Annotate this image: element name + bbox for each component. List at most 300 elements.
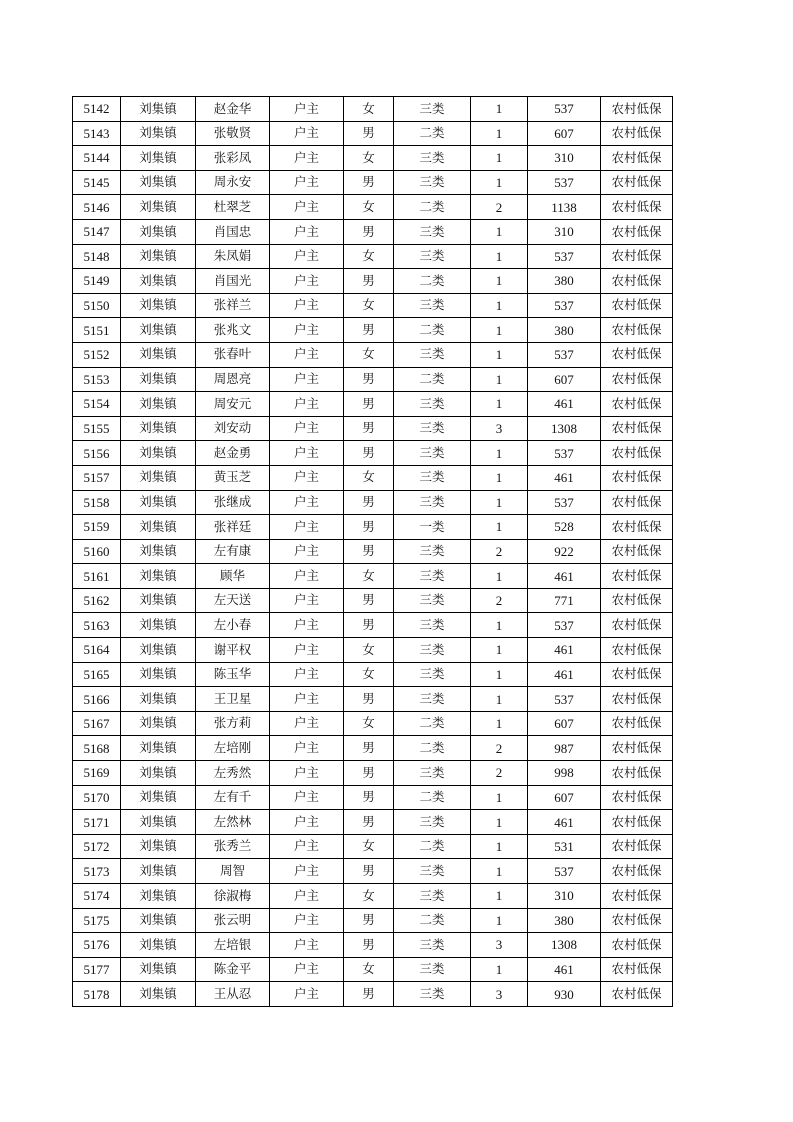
cell-amount: 461 — [528, 465, 601, 490]
cell-name: 张春叶 — [196, 342, 270, 367]
cell-township: 刘集镇 — [121, 613, 196, 638]
cell-serial-no: 5166 — [73, 687, 121, 712]
cell-gender: 男 — [344, 539, 394, 564]
cell-category: 三类 — [394, 465, 471, 490]
cell-relation: 户主 — [270, 588, 344, 613]
cell-serial-no: 5176 — [73, 933, 121, 958]
cell-household-size: 1 — [471, 711, 528, 736]
cell-relation: 户主 — [270, 662, 344, 687]
cell-amount: 380 — [528, 908, 601, 933]
cell-name: 左然林 — [196, 810, 270, 835]
table-row — [73, 687, 673, 712]
cell-serial-no: 5160 — [73, 539, 121, 564]
cell-category: 三类 — [394, 588, 471, 613]
cell-household-size: 1 — [471, 957, 528, 982]
cell-relation: 户主 — [270, 97, 344, 122]
cell-name: 左培刚 — [196, 736, 270, 761]
cell-household-size: 1 — [471, 490, 528, 515]
cell-household-size: 1 — [471, 367, 528, 392]
cell-relation: 户主 — [270, 293, 344, 318]
cell-amount: 987 — [528, 736, 601, 761]
cell-serial-no: 5173 — [73, 859, 121, 884]
cell-aid-type: 农村低保 — [601, 810, 673, 835]
cell-name: 徐淑梅 — [196, 884, 270, 909]
cell-gender: 男 — [344, 121, 394, 146]
cell-serial-no: 5145 — [73, 170, 121, 195]
cell-amount: 461 — [528, 392, 601, 417]
cell-township: 刘集镇 — [121, 121, 196, 146]
cell-name: 左秀然 — [196, 761, 270, 786]
cell-amount: 930 — [528, 982, 601, 1007]
cell-gender: 男 — [344, 933, 394, 958]
table-row — [73, 884, 673, 909]
table-row — [73, 244, 673, 269]
cell-aid-type: 农村低保 — [601, 761, 673, 786]
cell-aid-type: 农村低保 — [601, 244, 673, 269]
cell-aid-type: 农村低保 — [601, 318, 673, 343]
cell-township: 刘集镇 — [121, 761, 196, 786]
table-row — [73, 711, 673, 736]
cell-household-size: 1 — [471, 515, 528, 540]
relief-roster-table — [72, 96, 673, 1007]
cell-name: 张秀兰 — [196, 834, 270, 859]
cell-aid-type: 农村低保 — [601, 785, 673, 810]
cell-aid-type: 农村低保 — [601, 97, 673, 122]
cell-gender: 女 — [344, 711, 394, 736]
cell-household-size: 1 — [471, 342, 528, 367]
cell-amount: 537 — [528, 687, 601, 712]
cell-gender: 男 — [344, 908, 394, 933]
cell-gender: 女 — [344, 884, 394, 909]
cell-amount: 607 — [528, 785, 601, 810]
cell-household-size: 1 — [471, 884, 528, 909]
cell-township: 刘集镇 — [121, 97, 196, 122]
cell-household-size: 1 — [471, 465, 528, 490]
cell-serial-no: 5153 — [73, 367, 121, 392]
cell-amount: 922 — [528, 539, 601, 564]
cell-relation: 户主 — [270, 564, 344, 589]
cell-amount: 528 — [528, 515, 601, 540]
table-row — [73, 613, 673, 638]
cell-serial-no: 5143 — [73, 121, 121, 146]
cell-amount: 537 — [528, 859, 601, 884]
cell-gender: 女 — [344, 564, 394, 589]
cell-amount: 380 — [528, 269, 601, 294]
cell-gender: 女 — [344, 342, 394, 367]
cell-aid-type: 农村低保 — [601, 392, 673, 417]
cell-gender: 女 — [344, 97, 394, 122]
cell-gender: 男 — [344, 810, 394, 835]
cell-serial-no: 5162 — [73, 588, 121, 613]
cell-amount: 310 — [528, 146, 601, 171]
cell-category: 三类 — [394, 884, 471, 909]
cell-gender: 男 — [344, 588, 394, 613]
cell-amount: 461 — [528, 638, 601, 663]
cell-name: 左有千 — [196, 785, 270, 810]
cell-category: 三类 — [394, 293, 471, 318]
table-row — [73, 810, 673, 835]
cell-aid-type: 农村低保 — [601, 490, 673, 515]
cell-household-size: 2 — [471, 736, 528, 761]
table-row — [73, 736, 673, 761]
cell-aid-type: 农村低保 — [601, 711, 673, 736]
cell-gender: 男 — [344, 441, 394, 466]
cell-name: 张云明 — [196, 908, 270, 933]
cell-amount: 461 — [528, 957, 601, 982]
cell-household-size: 1 — [471, 170, 528, 195]
cell-gender: 男 — [344, 687, 394, 712]
cell-relation: 户主 — [270, 170, 344, 195]
cell-category: 二类 — [394, 785, 471, 810]
cell-aid-type: 农村低保 — [601, 539, 673, 564]
cell-gender: 女 — [344, 465, 394, 490]
cell-category: 三类 — [394, 244, 471, 269]
cell-relation: 户主 — [270, 834, 344, 859]
cell-serial-no: 5168 — [73, 736, 121, 761]
cell-amount: 1308 — [528, 416, 601, 441]
cell-serial-no: 5165 — [73, 662, 121, 687]
cell-aid-type: 农村低保 — [601, 662, 673, 687]
cell-gender: 女 — [344, 195, 394, 220]
cell-serial-no: 5172 — [73, 834, 121, 859]
cell-name: 左培银 — [196, 933, 270, 958]
cell-name: 黄玉芝 — [196, 465, 270, 490]
cell-township: 刘集镇 — [121, 957, 196, 982]
table-row — [73, 342, 673, 367]
cell-name: 赵金华 — [196, 97, 270, 122]
cell-township: 刘集镇 — [121, 662, 196, 687]
cell-serial-no: 5164 — [73, 638, 121, 663]
cell-category: 一类 — [394, 515, 471, 540]
cell-aid-type: 农村低保 — [601, 441, 673, 466]
table-row — [73, 293, 673, 318]
cell-name: 周安元 — [196, 392, 270, 417]
cell-aid-type: 农村低保 — [601, 687, 673, 712]
table-row — [73, 638, 673, 663]
table-row — [73, 318, 673, 343]
cell-relation: 户主 — [270, 957, 344, 982]
cell-aid-type: 农村低保 — [601, 834, 673, 859]
cell-household-size: 1 — [471, 613, 528, 638]
cell-name: 朱凤娟 — [196, 244, 270, 269]
cell-category: 三类 — [394, 761, 471, 786]
table-body — [73, 97, 673, 1007]
cell-aid-type: 农村低保 — [601, 588, 673, 613]
cell-name: 肖国忠 — [196, 219, 270, 244]
cell-township: 刘集镇 — [121, 638, 196, 663]
cell-relation: 户主 — [270, 810, 344, 835]
cell-gender: 男 — [344, 416, 394, 441]
cell-relation: 户主 — [270, 515, 344, 540]
cell-household-size: 2 — [471, 588, 528, 613]
cell-gender: 女 — [344, 957, 394, 982]
cell-category: 三类 — [394, 662, 471, 687]
cell-household-size: 1 — [471, 834, 528, 859]
cell-township: 刘集镇 — [121, 269, 196, 294]
cell-relation: 户主 — [270, 392, 344, 417]
cell-amount: 771 — [528, 588, 601, 613]
cell-amount: 380 — [528, 318, 601, 343]
cell-serial-no: 5149 — [73, 269, 121, 294]
cell-gender: 男 — [344, 490, 394, 515]
cell-household-size: 1 — [471, 908, 528, 933]
cell-gender: 女 — [344, 834, 394, 859]
cell-household-size: 1 — [471, 121, 528, 146]
cell-township: 刘集镇 — [121, 195, 196, 220]
cell-relation: 户主 — [270, 342, 344, 367]
cell-township: 刘集镇 — [121, 441, 196, 466]
cell-relation: 户主 — [270, 785, 344, 810]
cell-category: 三类 — [394, 170, 471, 195]
cell-category: 二类 — [394, 908, 471, 933]
table-row — [73, 367, 673, 392]
cell-household-size: 2 — [471, 195, 528, 220]
cell-gender: 男 — [344, 219, 394, 244]
cell-category: 三类 — [394, 539, 471, 564]
cell-relation: 户主 — [270, 465, 344, 490]
cell-aid-type: 农村低保 — [601, 859, 673, 884]
cell-aid-type: 农村低保 — [601, 219, 673, 244]
cell-amount: 310 — [528, 219, 601, 244]
cell-category: 三类 — [394, 441, 471, 466]
cell-serial-no: 5156 — [73, 441, 121, 466]
cell-gender: 女 — [344, 146, 394, 171]
cell-amount: 1308 — [528, 933, 601, 958]
cell-gender: 男 — [344, 761, 394, 786]
cell-category: 三类 — [394, 416, 471, 441]
cell-gender: 女 — [344, 662, 394, 687]
cell-category: 三类 — [394, 982, 471, 1007]
cell-household-size: 1 — [471, 785, 528, 810]
cell-amount: 537 — [528, 613, 601, 638]
cell-serial-no: 5152 — [73, 342, 121, 367]
cell-amount: 461 — [528, 662, 601, 687]
cell-township: 刘集镇 — [121, 244, 196, 269]
cell-relation: 户主 — [270, 244, 344, 269]
table-row — [73, 859, 673, 884]
cell-relation: 户主 — [270, 736, 344, 761]
cell-relation: 户主 — [270, 761, 344, 786]
cell-township: 刘集镇 — [121, 392, 196, 417]
cell-township: 刘集镇 — [121, 367, 196, 392]
cell-amount: 607 — [528, 367, 601, 392]
cell-household-size: 1 — [471, 662, 528, 687]
cell-name: 陈金平 — [196, 957, 270, 982]
cell-aid-type: 农村低保 — [601, 465, 673, 490]
cell-name: 张方莉 — [196, 711, 270, 736]
cell-category: 三类 — [394, 810, 471, 835]
cell-gender: 男 — [344, 613, 394, 638]
cell-township: 刘集镇 — [121, 490, 196, 515]
cell-gender: 男 — [344, 736, 394, 761]
cell-township: 刘集镇 — [121, 342, 196, 367]
cell-amount: 537 — [528, 244, 601, 269]
cell-aid-type: 农村低保 — [601, 957, 673, 982]
cell-category: 二类 — [394, 121, 471, 146]
cell-aid-type: 农村低保 — [601, 908, 673, 933]
cell-township: 刘集镇 — [121, 785, 196, 810]
cell-amount: 607 — [528, 121, 601, 146]
cell-township: 刘集镇 — [121, 687, 196, 712]
cell-amount: 531 — [528, 834, 601, 859]
cell-name: 张敬贤 — [196, 121, 270, 146]
cell-serial-no: 5171 — [73, 810, 121, 835]
cell-gender: 男 — [344, 170, 394, 195]
table-row — [73, 146, 673, 171]
cell-category: 三类 — [394, 97, 471, 122]
cell-relation: 户主 — [270, 613, 344, 638]
table-row — [73, 761, 673, 786]
cell-gender: 男 — [344, 269, 394, 294]
cell-household-size: 2 — [471, 761, 528, 786]
cell-serial-no: 5178 — [73, 982, 121, 1007]
cell-township: 刘集镇 — [121, 318, 196, 343]
cell-aid-type: 农村低保 — [601, 638, 673, 663]
table-row — [73, 834, 673, 859]
cell-aid-type: 农村低保 — [601, 293, 673, 318]
table-row — [73, 441, 673, 466]
cell-serial-no: 5174 — [73, 884, 121, 909]
table-row — [73, 416, 673, 441]
cell-household-size: 1 — [471, 392, 528, 417]
cell-name: 赵金勇 — [196, 441, 270, 466]
cell-serial-no: 5161 — [73, 564, 121, 589]
cell-name: 周永安 — [196, 170, 270, 195]
cell-gender: 男 — [344, 859, 394, 884]
cell-aid-type: 农村低保 — [601, 416, 673, 441]
cell-serial-no: 5175 — [73, 908, 121, 933]
cell-name: 陈玉华 — [196, 662, 270, 687]
cell-serial-no: 5177 — [73, 957, 121, 982]
cell-category: 三类 — [394, 219, 471, 244]
cell-township: 刘集镇 — [121, 834, 196, 859]
cell-aid-type: 农村低保 — [601, 564, 673, 589]
cell-category: 三类 — [394, 933, 471, 958]
cell-name: 左小春 — [196, 613, 270, 638]
cell-aid-type: 农村低保 — [601, 342, 673, 367]
cell-township: 刘集镇 — [121, 933, 196, 958]
cell-township: 刘集镇 — [121, 293, 196, 318]
cell-relation: 户主 — [270, 539, 344, 564]
cell-category: 三类 — [394, 957, 471, 982]
table-row — [73, 97, 673, 122]
cell-serial-no: 5159 — [73, 515, 121, 540]
cell-relation: 户主 — [270, 687, 344, 712]
cell-gender: 男 — [344, 515, 394, 540]
cell-household-size: 3 — [471, 416, 528, 441]
table-row — [73, 121, 673, 146]
cell-category: 二类 — [394, 711, 471, 736]
cell-household-size: 1 — [471, 293, 528, 318]
cell-relation: 户主 — [270, 884, 344, 909]
cell-aid-type: 农村低保 — [601, 884, 673, 909]
cell-relation: 户主 — [270, 121, 344, 146]
cell-gender: 男 — [344, 318, 394, 343]
cell-serial-no: 5150 — [73, 293, 121, 318]
cell-name: 杜翠芝 — [196, 195, 270, 220]
cell-aid-type: 农村低保 — [601, 933, 673, 958]
cell-relation: 户主 — [270, 982, 344, 1007]
cell-relation: 户主 — [270, 490, 344, 515]
cell-relation: 户主 — [270, 441, 344, 466]
cell-township: 刘集镇 — [121, 736, 196, 761]
cell-township: 刘集镇 — [121, 810, 196, 835]
cell-amount: 537 — [528, 293, 601, 318]
table-row — [73, 515, 673, 540]
cell-category: 二类 — [394, 367, 471, 392]
cell-amount: 461 — [528, 564, 601, 589]
cell-gender: 男 — [344, 785, 394, 810]
cell-household-size: 2 — [471, 539, 528, 564]
cell-serial-no: 5158 — [73, 490, 121, 515]
cell-amount: 310 — [528, 884, 601, 909]
table-row — [73, 982, 673, 1007]
cell-township: 刘集镇 — [121, 884, 196, 909]
cell-name: 王从忍 — [196, 982, 270, 1007]
cell-serial-no: 5167 — [73, 711, 121, 736]
cell-household-size: 1 — [471, 564, 528, 589]
cell-amount: 461 — [528, 810, 601, 835]
cell-aid-type: 农村低保 — [601, 982, 673, 1007]
cell-household-size: 1 — [471, 269, 528, 294]
cell-category: 三类 — [394, 342, 471, 367]
cell-aid-type: 农村低保 — [601, 613, 673, 638]
cell-aid-type: 农村低保 — [601, 121, 673, 146]
cell-aid-type: 农村低保 — [601, 515, 673, 540]
cell-gender: 男 — [344, 367, 394, 392]
cell-amount: 537 — [528, 97, 601, 122]
cell-aid-type: 农村低保 — [601, 195, 673, 220]
cell-serial-no: 5163 — [73, 613, 121, 638]
cell-household-size: 1 — [471, 244, 528, 269]
cell-name: 肖国光 — [196, 269, 270, 294]
cell-name: 谢平权 — [196, 638, 270, 663]
cell-gender: 女 — [344, 244, 394, 269]
table-row — [73, 465, 673, 490]
cell-amount: 607 — [528, 711, 601, 736]
table-row — [73, 957, 673, 982]
table-row — [73, 269, 673, 294]
cell-household-size: 1 — [471, 687, 528, 712]
cell-serial-no: 5157 — [73, 465, 121, 490]
cell-name: 张兆文 — [196, 318, 270, 343]
cell-township: 刘集镇 — [121, 416, 196, 441]
cell-category: 三类 — [394, 613, 471, 638]
cell-name: 张彩凤 — [196, 146, 270, 171]
cell-relation: 户主 — [270, 146, 344, 171]
cell-serial-no: 5154 — [73, 392, 121, 417]
cell-relation: 户主 — [270, 711, 344, 736]
cell-relation: 户主 — [270, 219, 344, 244]
cell-category: 三类 — [394, 490, 471, 515]
cell-township: 刘集镇 — [121, 219, 196, 244]
cell-household-size: 1 — [471, 859, 528, 884]
cell-amount: 537 — [528, 342, 601, 367]
table-row — [73, 490, 673, 515]
cell-name: 周恩亮 — [196, 367, 270, 392]
cell-name: 顾华 — [196, 564, 270, 589]
table-row — [73, 564, 673, 589]
cell-aid-type: 农村低保 — [601, 736, 673, 761]
cell-household-size: 3 — [471, 933, 528, 958]
cell-amount: 537 — [528, 490, 601, 515]
cell-relation: 户主 — [270, 908, 344, 933]
cell-category: 二类 — [394, 269, 471, 294]
cell-township: 刘集镇 — [121, 146, 196, 171]
cell-township: 刘集镇 — [121, 711, 196, 736]
cell-category: 二类 — [394, 736, 471, 761]
cell-relation: 户主 — [270, 269, 344, 294]
